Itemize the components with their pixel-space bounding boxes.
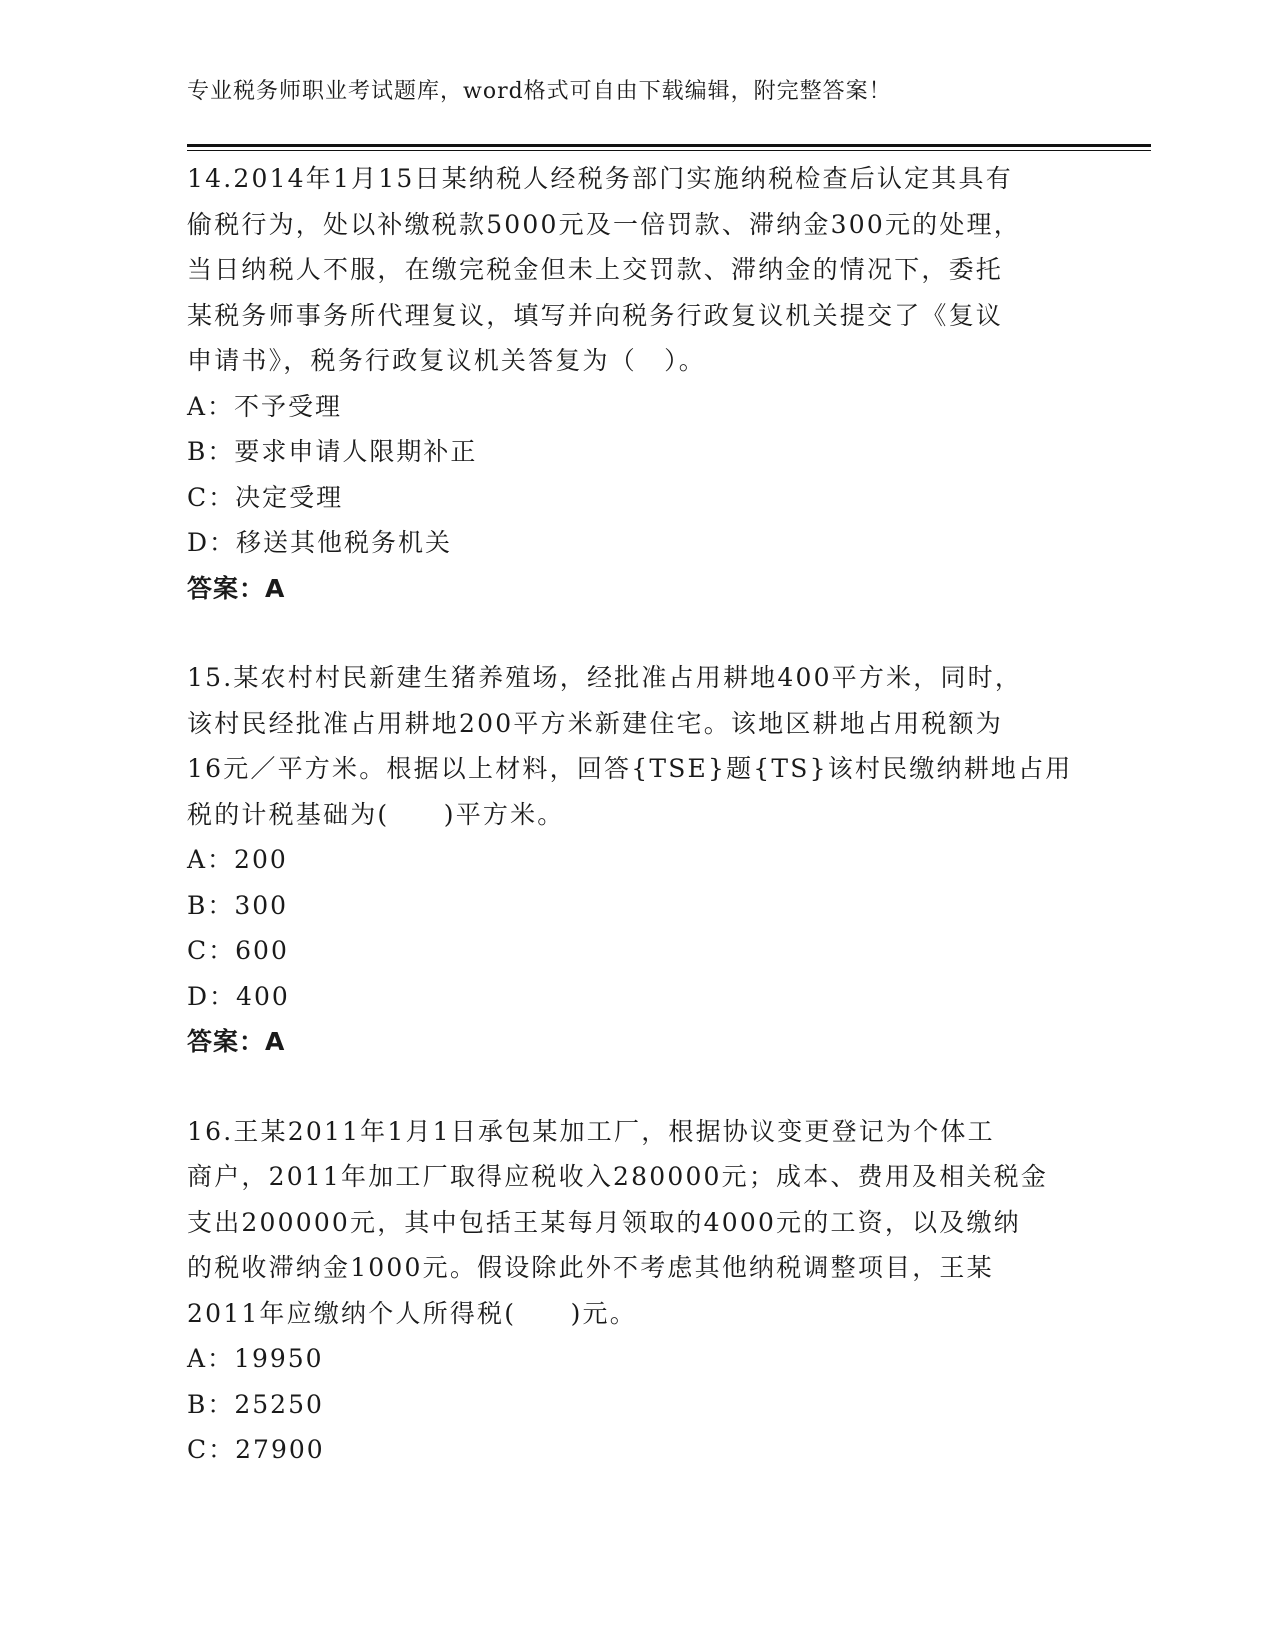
header-divider-thin: [187, 150, 1151, 151]
option-c: C：600: [187, 936, 289, 965]
question-text-line: 支出200000元，其中包括王某每月领取的4000元的工资，以及缴纳: [187, 1207, 1021, 1237]
question-text-line: 当日纳税人不服，在缴完税金但未上交罚款、滞纳金的情况下，委托: [187, 255, 1004, 284]
option-a: A：不予受理: [187, 391, 343, 421]
question-text-line: 16.王某2011年1月1日承包某加工厂，根据协议变更登记为个体工: [187, 1116, 995, 1146]
question-16: [187, 1109, 1087, 1473]
option-d: D：移送其他税务机关: [187, 528, 453, 557]
option-a: A：19950: [187, 1344, 324, 1373]
question-text-line: 该村民经批准占用耕地200平方米新建住宅。该地区耕地占用税额为: [187, 708, 1003, 738]
header-note: 专业税务师职业考试题库，word格式可自由下载编辑，附完整答案！: [187, 79, 892, 104]
question-text-line: 商户，2011年加工厂取得应税收入280000元；成本、费用及相关税金: [187, 1162, 1049, 1191]
question-text-line: 偷税行为，处以补缴税款5000元及一倍罚款、滞纳金300元的处理，: [187, 209, 1021, 239]
question-text-line: 16元／平方米。根据以上材料，回答{TSE}题{TS}该村民缴纳耕地占用: [187, 754, 1073, 783]
option-c: C：决定受理: [187, 482, 344, 512]
question-text-line: 的税收滞纳金1000元。假设除此外不考虑其他纳税调整项目，王某: [187, 1253, 994, 1282]
question-text-line: 申请书》，税务行政复议机关答复为（ ）。: [187, 346, 707, 375]
question-text-line: 某税务师事务所代理复议，填写并向税务行政复议机关提交了《复议: [187, 300, 1004, 330]
option-c: C：27900: [187, 1435, 325, 1464]
question-text-line: 税的计税基础为( )平方米。: [187, 799, 565, 829]
header-divider: [187, 144, 1151, 147]
question-14: [187, 156, 1087, 611]
question-15: [187, 655, 1087, 1065]
question-text-line: 14.2014年1月15日某纳税人经税务部门实施纳税检查后认定其具有: [187, 164, 1013, 193]
question-text-line: 15.某农村村民新建生猪养殖场，经批准占用耕地400平方米，同时，: [187, 663, 1023, 692]
question-list: [187, 156, 1087, 1473]
answer-label: 答案：A: [187, 573, 286, 603]
option-b: B：25250: [187, 1389, 324, 1419]
option-a: A：200: [187, 845, 288, 874]
option-d: D：400: [187, 981, 290, 1011]
option-b: B：要求申请人限期补正: [187, 437, 478, 466]
option-b: B：300: [187, 890, 289, 920]
question-text-line: 2011年应缴纳个人所得税( )元。: [187, 1298, 637, 1328]
answer-label: 答案：A: [187, 1027, 286, 1056]
